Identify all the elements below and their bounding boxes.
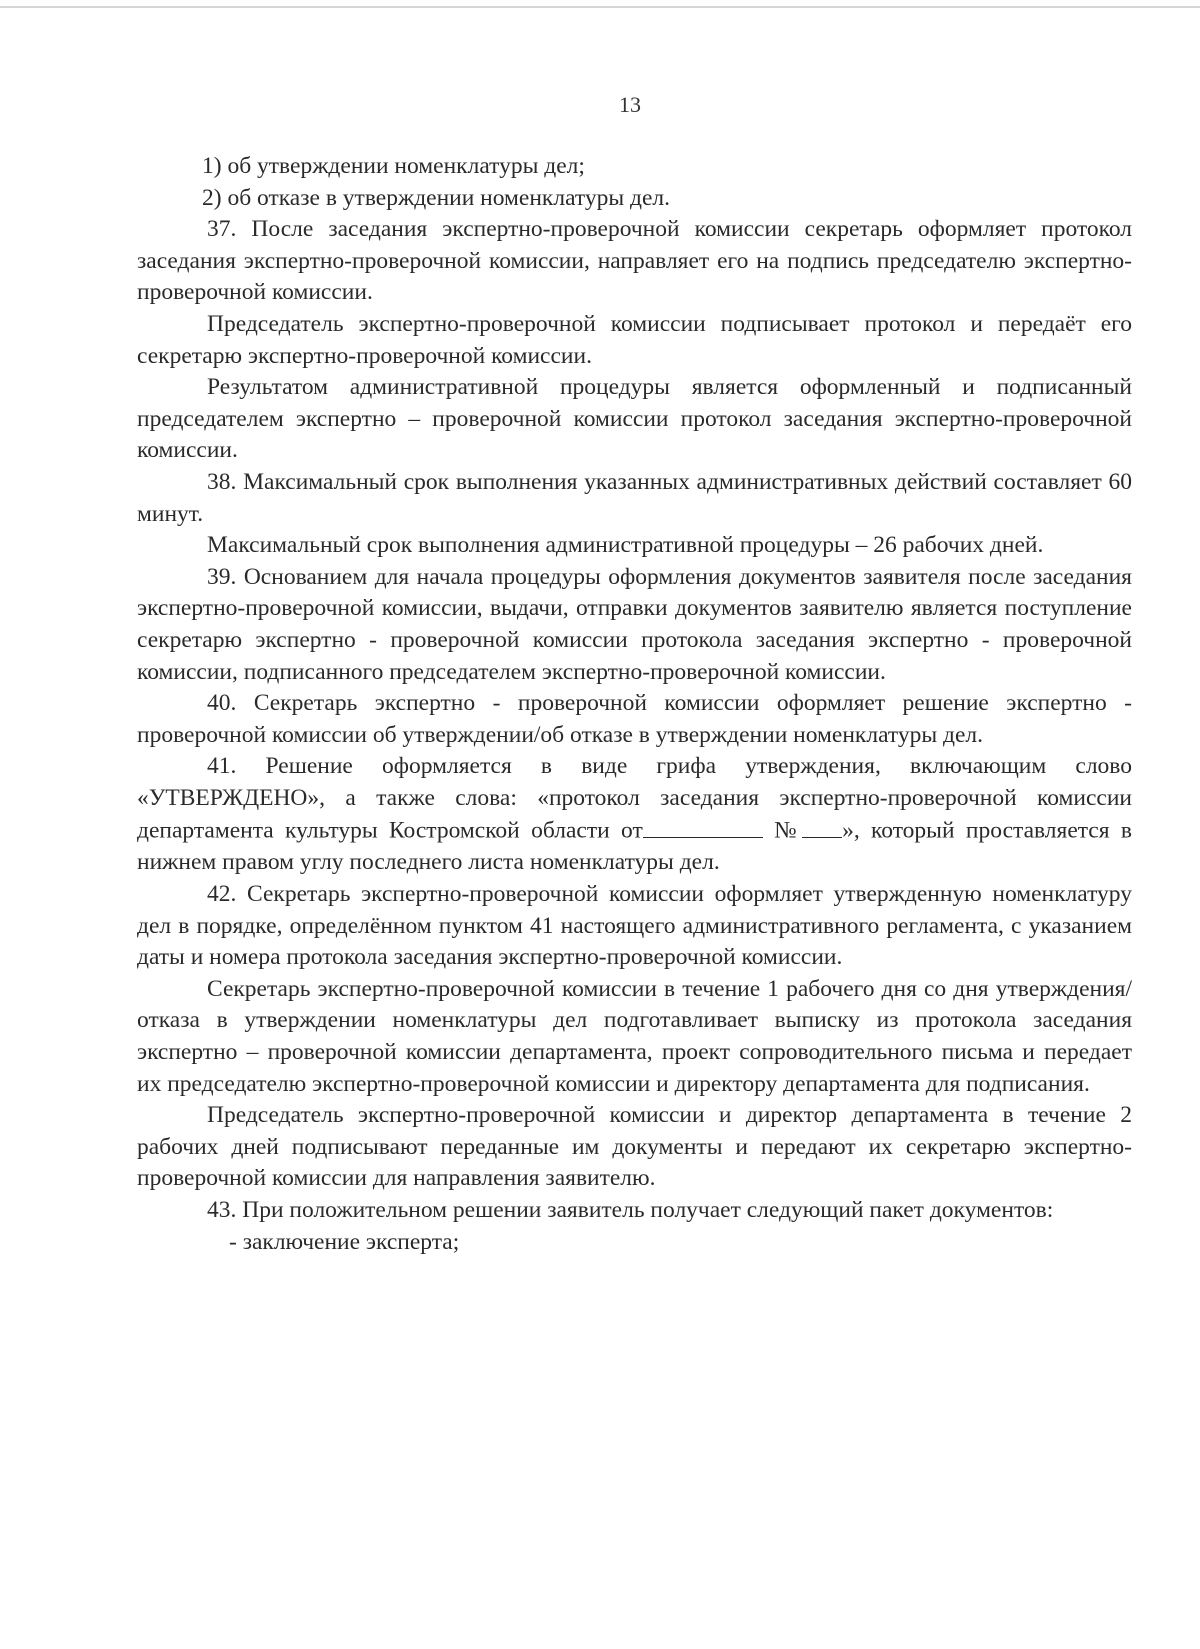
list-item-1: 1) об утверждении номенклатуры дел;	[202, 153, 585, 179]
list-item-2: 2) об отказе в утверждении номенклатуры дел.	[202, 184, 671, 211]
paragraph-chairman-signs: Председатель экспертно-проверочной комиссии подписывает протокол и передаёт его секретарю экспертно-проверочной комиссии.	[137, 310, 1132, 369]
page-number: 13	[619, 92, 641, 117]
paragraph-43: 43. При положительном решении заявитель получает следующий пакет документов:	[207, 1196, 1054, 1223]
paragraph-42: 42. Секретарь экспертно-проверочной комиссии оформляет утвержденную номенклатуру дел в порядке, определённом пунктом 41 настоящего административного регламента, с указанием даты и номера протокола заседания экспертно-проверочной комиссии.	[137, 880, 1132, 971]
paragraph-38: 38. Максимальный срок выполнения указанных административных действий составляет 60 минут.	[137, 468, 1132, 527]
list-item-expert-conclusion: - заключение эксперта;	[229, 1228, 460, 1255]
paragraph-41	[137, 751, 1132, 879]
number-blank	[802, 814, 842, 837]
date-blank	[643, 814, 763, 837]
paragraph-40: 40. Секретарь экспертно - проверочной комиссии оформляет решение экспертно - проверочной комиссии об утверждении/об отказе в утверждении номенклатуры дел.	[137, 690, 1132, 748]
paragraph-41-tail: », который проставляется в нижнем правом углу последнего листа номенклатуры дел.	[137, 817, 1133, 876]
document-body	[137, 151, 1132, 1258]
paragraph-37: 37. После заседания экспертно-проверочной комиссии секретарь оформляет протокол заседания экспертно-проверочной комиссии, направляет его на подпись председателю экспертно-проверочной комиссии.	[137, 216, 1132, 306]
paragraph-41-text: 41. Решение оформляется в виде грифа утверждения, включающим слово «УТВЕРЖДЕНО», а также слова: «протокол заседания экспертно-проверочной комиссии департамента культуры Костромской области от	[137, 753, 1132, 844]
paragraph-max-term: Максимальный срок выполнения административной процедуры – 26 рабочих дней.	[207, 532, 1044, 559]
paragraph-39: 39. Основанием для начала процедуры оформления документов заявителя после заседания экспертно-проверочной комиссии, выдачи, отправки документов заявителю является поступление секретарю экспертно - проверочной комиссии протокола заседания экспертно - проверочной комиссии, подписанного председателем экспертно-проверочной комиссии.	[137, 563, 1132, 685]
paragraph-secretary-prepares: Секретарь экспертно-проверочной комиссии в течение 1 рабочего дня со дня утверждения/отказа в утверждении номенклатуры дел подготавливает выписку из протокола заседания экспертно – проверочной комиссии департамента, проект сопроводительного письма и передает их председателю экспертно-проверочной комиссии и директору департамента для подписания.	[137, 975, 1132, 1097]
number-sign: №	[774, 817, 803, 844]
scan-edge	[0, 0, 1200, 8]
paragraph-chairman-director: Председатель экспертно-проверочной комиссии и директор департамента в течение 2 рабочих дней подписывают переданные им документы и передают их секретарю экспертно-проверочной комиссии для направления заявителю.	[137, 1102, 1132, 1192]
paragraph-result: Результатом административной процедуры является оформленный и подписанный председателем экспертно – проверочной комиссии протокол заседания экспертно-проверочной комиссии.	[137, 374, 1132, 464]
